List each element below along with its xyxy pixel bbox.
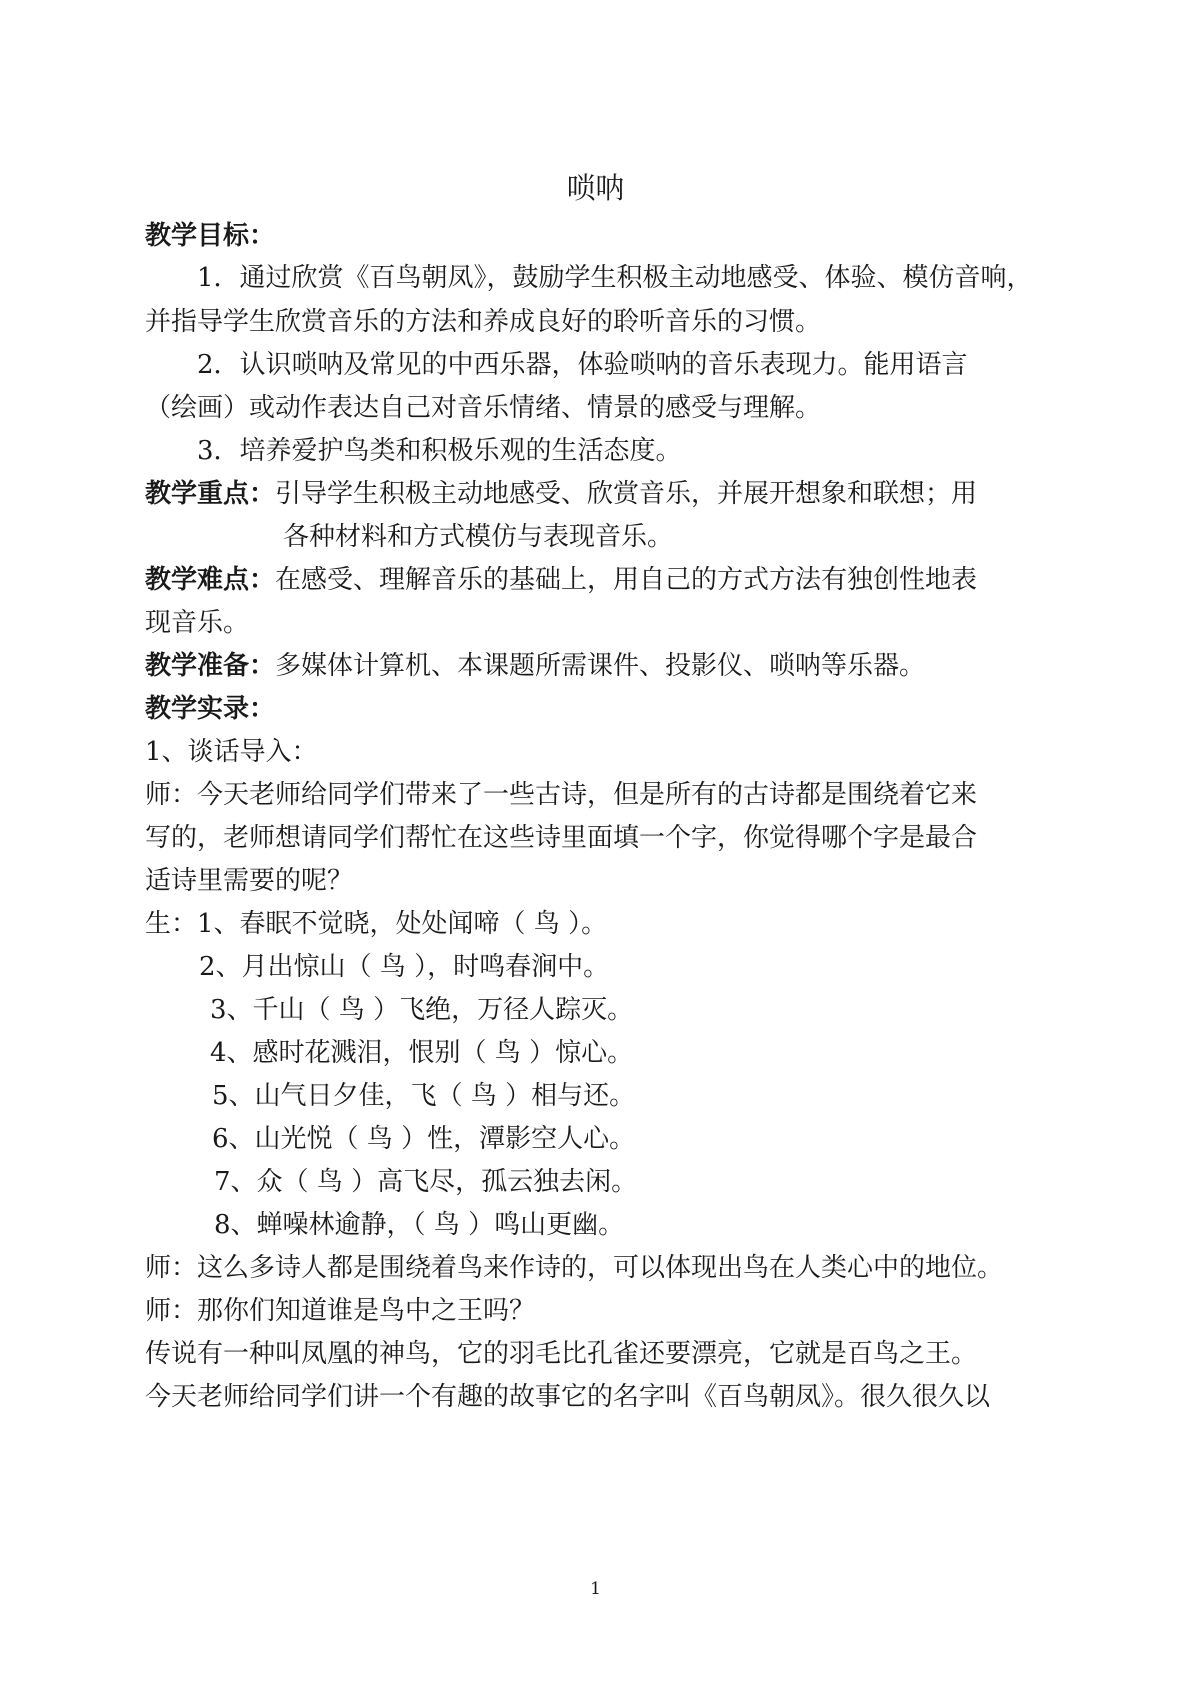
objective-1-line-2: 并指导学生欣赏音乐的方法和养成良好的聆听音乐的习惯。	[145, 307, 822, 337]
teacher-2: 师：这么多诗人都是围绕着鸟来作诗的，可以体现出鸟在人类心中的地位。	[145, 1253, 1004, 1283]
difficulties-text-1: 在感受、理解音乐的基础上，用自己的方式方法有独创性地表	[275, 565, 978, 595]
difficulties-line-1	[145, 560, 977, 600]
section-1-title: 1、谈话导入：	[145, 737, 318, 767]
difficulties-heading: 教学难点：	[145, 565, 276, 595]
preparation-line	[145, 646, 925, 686]
page-number: 1	[590, 1579, 601, 1599]
objective-1-line-1: 1．通过欣赏《百鸟朝凤》，鼓励学生积极主动地感受、体验、模仿音响，	[197, 263, 1033, 293]
poem-line-2: 2、月出惊山（ 鸟 ），时鸣春涧中。	[199, 952, 610, 982]
poem-line-3: 3、千山（ 鸟 ）飞绝，万径人踪灭。	[210, 995, 634, 1025]
teacher-1-line-3: 适诗里需要的呢？	[145, 866, 354, 896]
teacher-3: 师：那你们知道谁是鸟中之王吗？	[145, 1296, 536, 1326]
objective-3: 3．培养爱护鸟类和积极乐观的生活态度。	[197, 436, 682, 466]
key-points-line-2: 各种材料和方式模仿与表现音乐。	[283, 522, 674, 552]
objective-2-line-1: 2．认识唢呐及常见的中西乐器，体验唢呐的音乐表现力。能用语言	[197, 350, 968, 380]
page-title: 唢呐	[566, 171, 625, 205]
poem-line-5: 5、山气日夕佳，飞（ 鸟 ）相与还。	[212, 1081, 636, 1111]
record-heading: 教学实录：	[145, 694, 276, 724]
story-line-2: 今天老师给同学们讲一个有趣的故事它的名字叫《百鸟朝凤》。很久很久以	[145, 1382, 991, 1412]
key-points-line-1	[145, 474, 977, 514]
poem-line-6: 6、山光悦（ 鸟 ）性，潭影空人心。	[212, 1124, 636, 1154]
key-points-heading: 教学重点：	[145, 479, 276, 509]
poem-line-8: 8、蝉噪林逾静，（ 鸟 ）鸣山更幽。	[214, 1210, 625, 1240]
poem-line-4: 4、感时花溅泪，恨别（ 鸟 ）惊心。	[210, 1038, 634, 1068]
preparation-text: 多媒体计算机、本课题所需课件、投影仪、唢呐等乐器。	[275, 651, 926, 681]
difficulties-line-2: 现音乐。	[145, 608, 250, 638]
key-points-text-1: 引导学生积极主动地感受、欣赏音乐，并展开想象和联想；用	[275, 479, 978, 509]
objectives-heading: 教学目标：	[145, 221, 276, 251]
poem-line-7: 7、众（ 鸟 ）高飞尽，孤云独去闲。	[214, 1167, 638, 1197]
teacher-1-line-1: 师：今天老师给同学们带来了一些古诗，但是所有的古诗都是围绕着它来	[145, 780, 978, 810]
objective-2-line-2: （绘画）或动作表达自己对音乐情绪、情景的感受与理解。	[145, 393, 822, 423]
teacher-1-line-2: 写的，老师想请同学们帮忙在这些诗里面填一个字，你觉得哪个字是最合	[145, 823, 978, 853]
story-line-1: 传说有一种叫凤凰的神鸟，它的羽毛比孔雀还要漂亮，它就是百鸟之王。	[145, 1339, 978, 1369]
poem-line-1: 生：1、春眠不觉晓，处处闻啼（ 鸟 ）。	[145, 909, 608, 939]
preparation-heading: 教学准备：	[145, 651, 276, 681]
